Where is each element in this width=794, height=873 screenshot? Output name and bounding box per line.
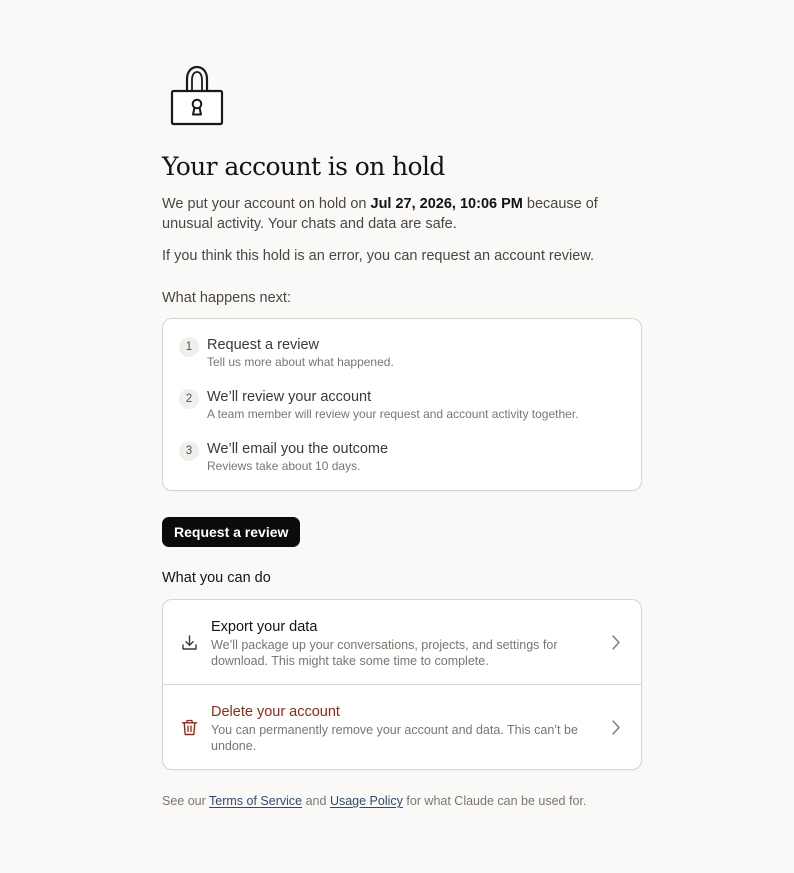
footer-prefix: See our [162, 794, 210, 808]
review-hint: If you think this hold is an error, you can request an account review. [162, 248, 595, 264]
export-data-description: We’ll package up your conversations, projects, and settings for download. This might take some time to complete. [211, 638, 558, 668]
usage-policy-link[interactable]: Usage Policy [329, 794, 403, 808]
account-hold-panel [162, 62, 642, 808]
delete-account-title: Delete your account [211, 704, 340, 720]
hold-notice-prefix: We put your account on hold on [162, 196, 371, 212]
step-item [179, 335, 625, 387]
step-description: Reviews take about 10 days. [207, 459, 361, 473]
padlock-icon [168, 62, 226, 128]
step-item [179, 387, 625, 439]
step-item [179, 439, 625, 491]
footer-suffix: for what Claude can be used for. [402, 794, 587, 808]
chevron-right-icon [611, 719, 621, 736]
step-description: A team member will review your request and account activity together. [207, 407, 579, 421]
delete-account-description: You can permanently remove your account and data. This can’t be undone. [211, 723, 578, 753]
export-data-title: Export your data [211, 619, 318, 635]
export-data-text [211, 617, 591, 669]
hold-date: Jul 27, 2026, 10:06 PM [370, 196, 523, 212]
step-number: 1 [179, 337, 199, 357]
chevron-right-icon [611, 634, 621, 651]
step-number: 3 [179, 441, 199, 461]
terms-of-service-link[interactable]: Terms of Service [209, 794, 303, 808]
download-icon [181, 634, 198, 651]
trash-icon [181, 719, 198, 736]
step-text [207, 387, 579, 422]
export-data-row[interactable] [163, 600, 641, 684]
footer-middle: and [302, 794, 330, 808]
step-number: 2 [179, 389, 199, 409]
delete-account-text [211, 702, 591, 754]
actions-label: What you can do [162, 570, 271, 586]
step-title: Request a review [207, 337, 320, 353]
hold-notice [162, 194, 642, 234]
step-description: Tell us more about what happened. [207, 355, 394, 369]
step-title: We’ll review your account [207, 389, 372, 405]
actions-card [162, 599, 642, 770]
next-steps-card [162, 318, 642, 491]
request-review-button[interactable]: Request a review [162, 517, 300, 547]
page-title: Your account is on hold [162, 152, 445, 181]
delete-account-row[interactable] [163, 684, 641, 769]
hold-notice-suffix: because of unusual activity. Your chats and data are safe. [162, 196, 598, 232]
step-text [207, 439, 388, 474]
step-text [207, 335, 394, 370]
footer-note [162, 794, 642, 808]
next-steps-label: What happens next: [162, 290, 291, 306]
step-title: We’ll email you the outcome [207, 441, 389, 457]
